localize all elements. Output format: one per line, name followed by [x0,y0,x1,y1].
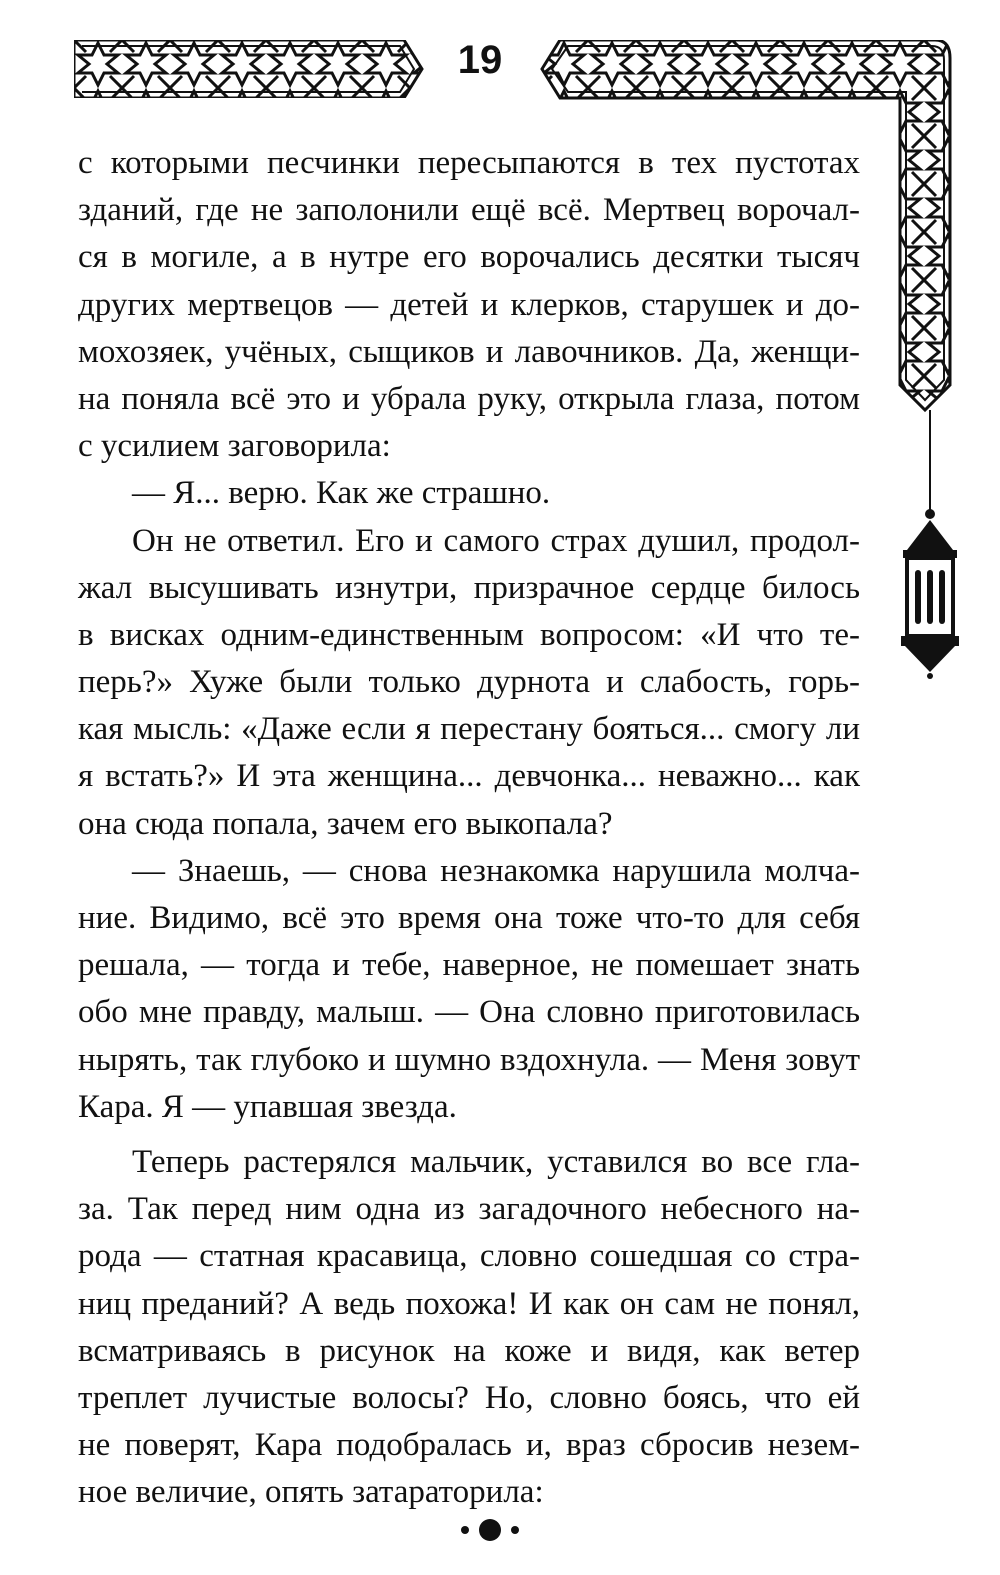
page-number: 19 [457,38,503,82]
text-line: треплет лучистые волосы? Но, словно боясь, что ей [78,1379,860,1416]
text-line: в висках одним-единственным вопросом: «И что те- [78,616,860,653]
text-line: жал высушивать изнутри, призрачное сердце билось [78,569,860,606]
text-line: ние. Видимо, всё это время она тоже что-то для себя [78,900,860,936]
text-line: перь?» Хуже были только дурнота и слабость, горь- [78,664,860,701]
text-line: Теперь растерялся мальчик, уставился во все гла- [132,1143,860,1180]
text-line: я встать?» И эта женщина... девчонка... неважно... как [78,758,860,795]
text-line: ся в могиле, а в нутре его ворочались десятки тысяч [78,239,860,276]
page-end-ornament-icon [455,1515,525,1545]
text-line: с которыми песчинки пересыпаются в тех пустотах [78,145,860,181]
text-line: — Знаешь, — снова незнакомка нарушила молча- [132,852,860,889]
text-line: ное величие, опять затараторила: [78,1474,544,1511]
header-ornament-left-icon [74,40,424,98]
text-line: зданий, где не заполонили ещё всё. Мертвец ворочал- [78,192,860,229]
text-line: нырять, так глубоко и шумно вздохнула. — Меня зовут [78,1041,860,1078]
text-line: других мертвецов — детей и клерков, старушек и до- [78,286,860,323]
text-line: на поняла всё это и убрала руку, открыла глаза, потом [78,380,860,417]
text-line: не поверят, Кара подобралась и, враз сбросив незем- [78,1427,860,1464]
text-line: она сюда попала, зачем его выкопала? [78,805,613,842]
text-line: — Я... верю. Как же страшно. [132,475,551,512]
text-line: мохозяек, учёных, сыщиков и лавочников. Да, женщи- [78,333,860,370]
text-line: за. Так перед ним одна из загадочного небесного на- [78,1191,860,1228]
text-line: ниц преданий? А ведь похожа! И как он сам не понял, [78,1285,860,1322]
text-line: рода — статная красавица, словно сошедшая со стра- [78,1238,860,1275]
text-line: Кара. Я — упавшая звезда. [78,1088,457,1125]
text-line: решала, — тогда и тебе, наверное, не помешает знать [78,947,860,984]
body-text [78,140,860,1516]
hanging-lantern-icon [895,410,965,680]
text-line: всматриваясь в рисунок на коже и видя, как ветер [78,1332,860,1369]
text-line: с усилием заговорила: [78,428,391,465]
text-line: Он не ответил. Его и самого страх душил, продол- [132,522,860,559]
text-line: кая мысль: «Даже если я перестану бояться... смогу ли [78,711,860,748]
text-line: обо мне правду, малыш. — Она словно приготовилась [78,994,860,1031]
